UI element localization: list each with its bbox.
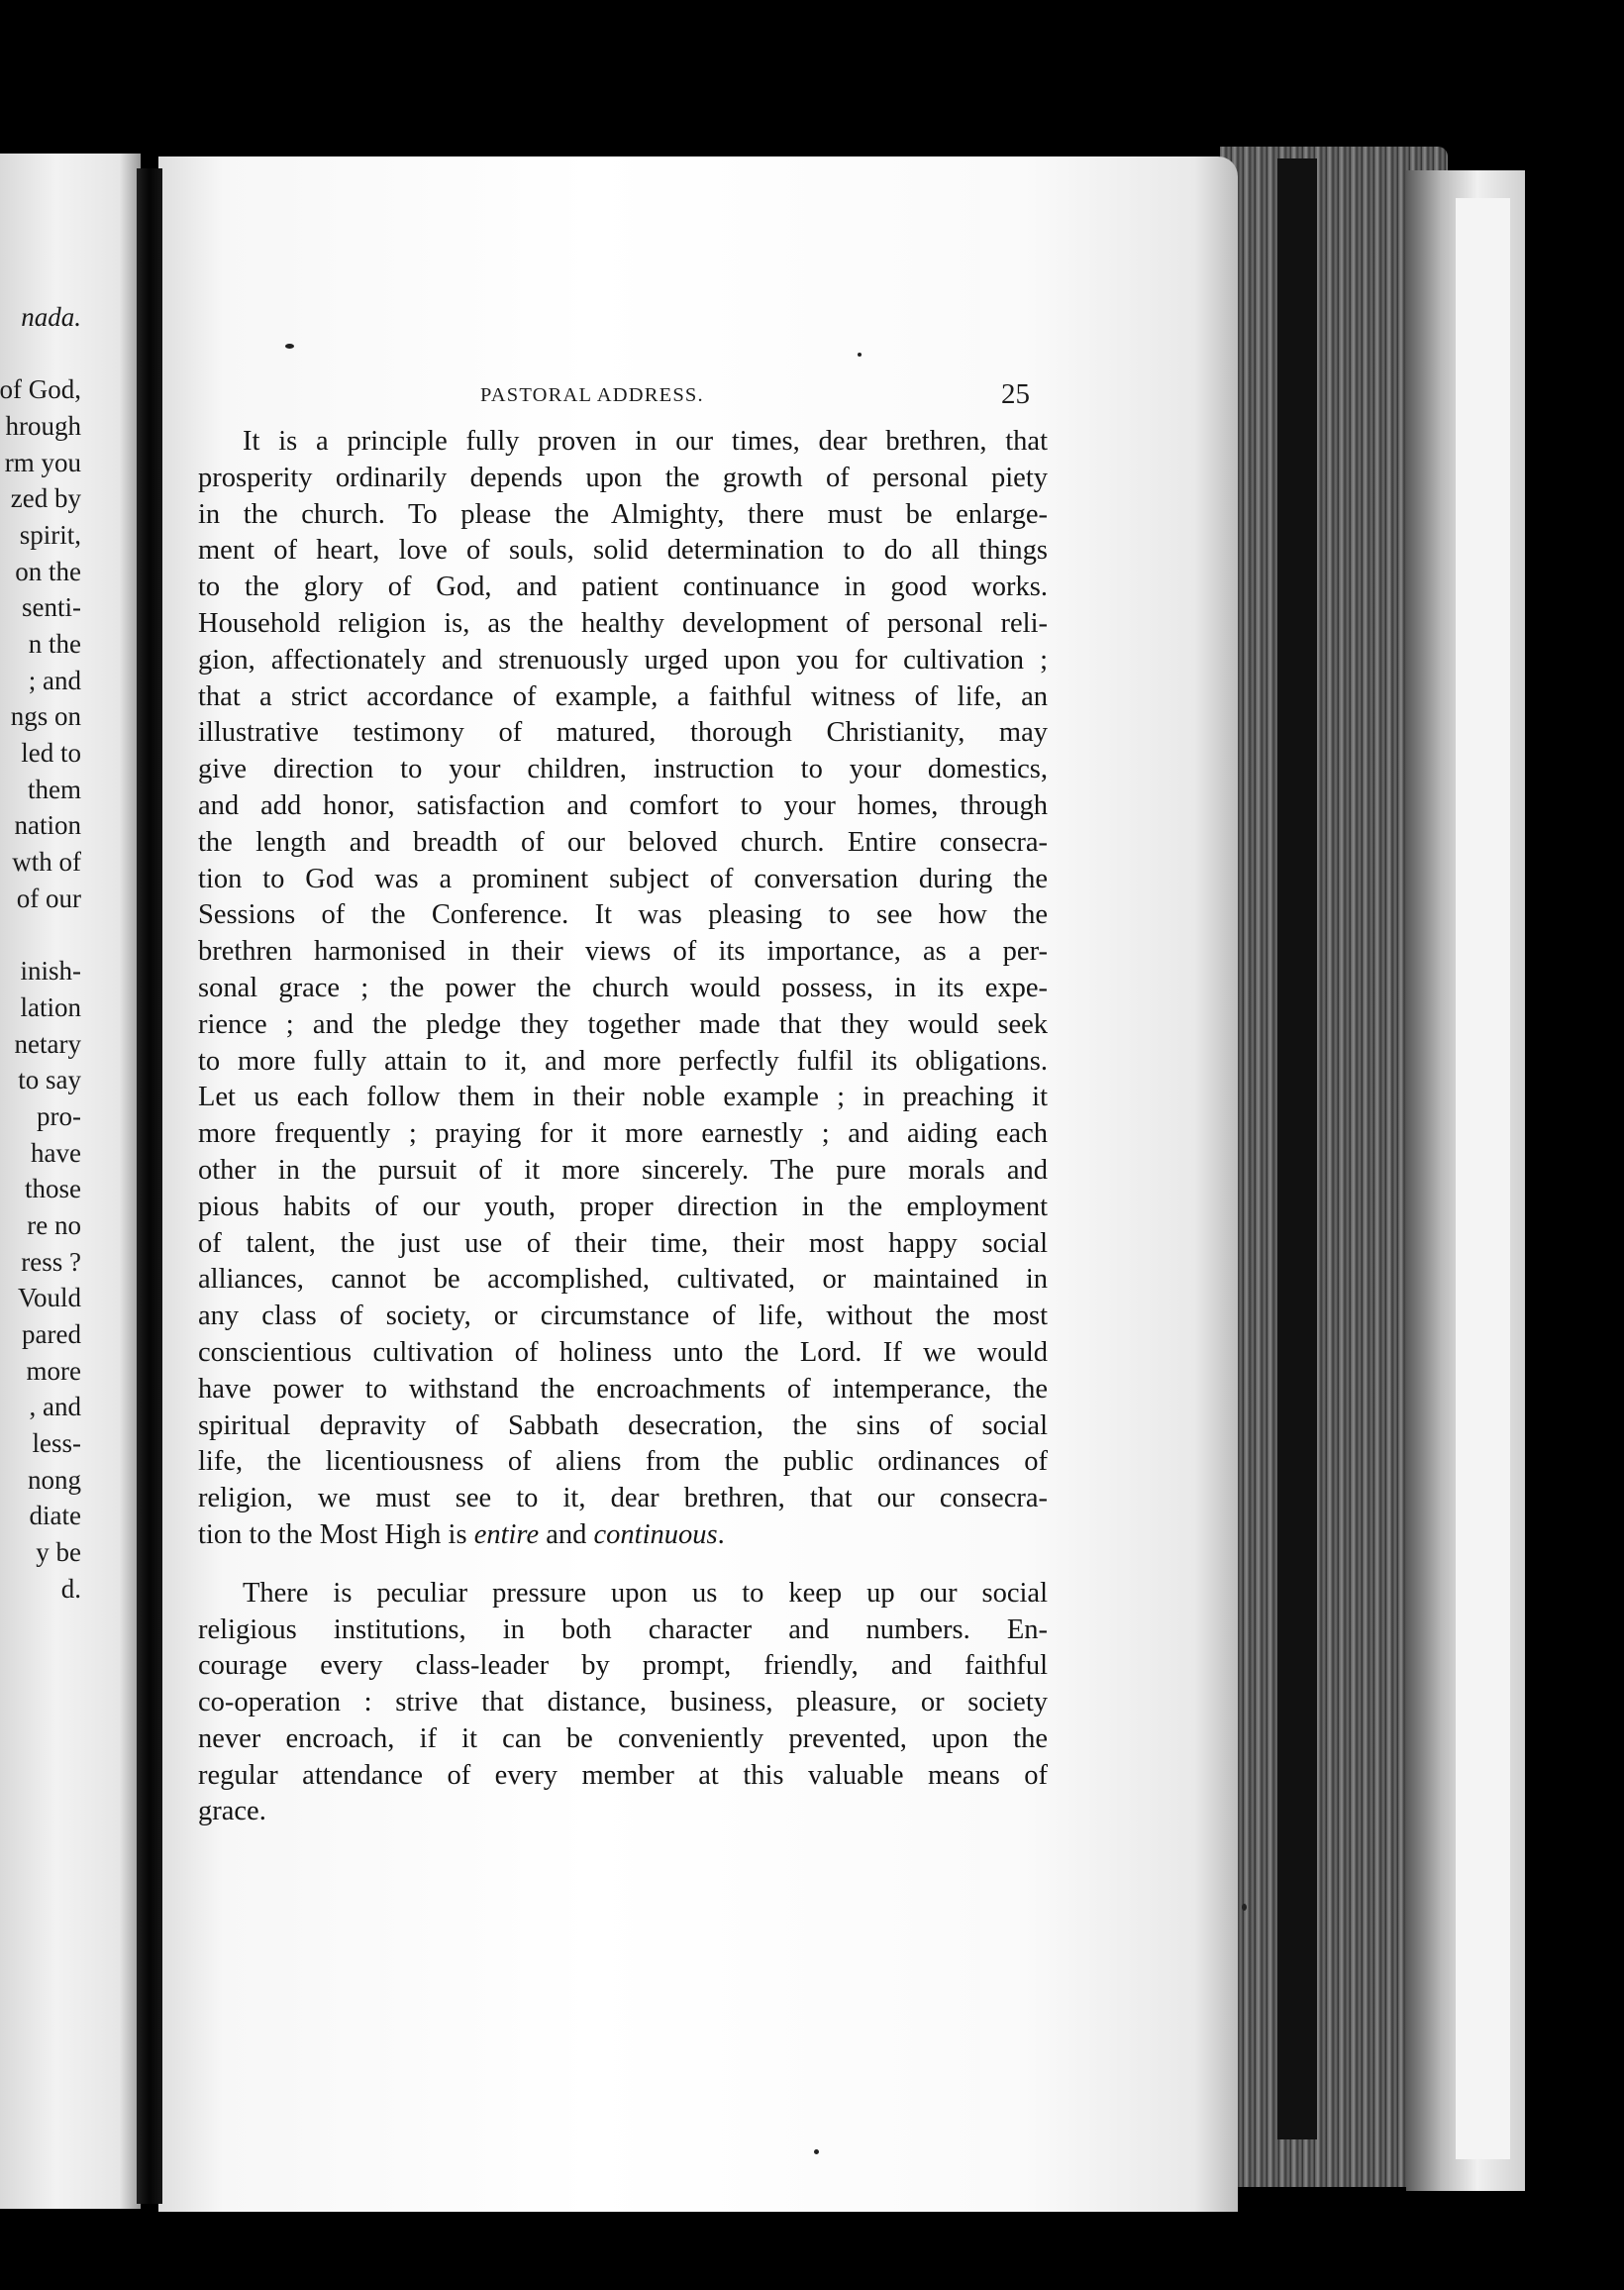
text-line: ment of heart, love of souls, solid determination to do all things xyxy=(198,535,1048,567)
text-line: spiritual depravity of Sabbath desecration, the sins of social xyxy=(198,1409,1048,1441)
text-run: tion to the Most High is xyxy=(198,1518,474,1550)
left-page-line: nong xyxy=(28,1464,81,1495)
left-page-line: nation xyxy=(14,810,81,841)
cover-board xyxy=(1456,198,1510,2159)
paragraph-1 xyxy=(198,424,1048,1554)
page-header xyxy=(198,378,1050,420)
text-line: Let us each follow them in their noble example ; in preaching it xyxy=(198,1082,1048,1113)
text-line: other in the pursuit of it more sincerely. The pure morals and xyxy=(198,1154,1048,1186)
left-page-line: pared xyxy=(22,1319,81,1349)
left-page-line: spirit, xyxy=(19,519,81,550)
text-line: to the glory of God, and patient continuance in good works. xyxy=(198,572,1048,603)
text-line: pious habits of our youth, proper direction in the employment xyxy=(198,1191,1048,1222)
paragraph-2 xyxy=(198,1576,1048,1831)
text-line: There is peculiar pressure upon us to keep up our social xyxy=(243,1577,1048,1609)
left-page-line: more xyxy=(26,1355,81,1386)
text-line: religious institutions, in both character and numbers. En- xyxy=(198,1613,1048,1645)
left-page-line: ; and xyxy=(28,665,81,695)
left-page-line: senti- xyxy=(22,592,81,623)
left-page-line: y be xyxy=(36,1537,81,1568)
left-page-line: to say xyxy=(18,1065,81,1095)
left-page-line: d. xyxy=(60,1573,81,1604)
text-line: conscientious cultivation of holiness unto the Lord. If we would xyxy=(198,1336,1048,1368)
text-line: give direction to your children, instruction to your domestics, xyxy=(198,754,1048,785)
left-page-line xyxy=(0,262,81,299)
left-page-line: nada. xyxy=(21,301,81,332)
left-page-line: diate xyxy=(29,1501,81,1531)
text-line: rience ; and the pledge they together made that they would seek xyxy=(198,1008,1048,1040)
text-line: sonal grace ; the power the church would possess, in its expe- xyxy=(198,972,1048,1003)
left-page-line xyxy=(0,190,81,227)
left-page-line xyxy=(0,335,81,371)
left-facing-page xyxy=(0,154,141,2209)
left-page-line xyxy=(0,916,81,953)
left-page-line: netary xyxy=(14,1028,81,1059)
speck xyxy=(858,353,862,357)
text-line: that a strict accordance of example, a faithful witness of life, an xyxy=(198,680,1048,712)
running-head: PASTORAL ADDRESS. xyxy=(480,384,704,406)
left-page-line: less- xyxy=(32,1428,81,1459)
left-page-line: lation xyxy=(20,991,81,1022)
left-page-line: re no xyxy=(27,1209,81,1240)
text-line: Sessions of the Conference. It was pleasing to see how the xyxy=(198,899,1048,931)
left-page-line: zed by xyxy=(10,483,81,514)
emphasis-continuous: continuous xyxy=(593,1518,718,1550)
text-line: the length and breadth of our beloved church. Entire consecra- xyxy=(198,826,1048,858)
left-page-line: wth of xyxy=(12,847,81,878)
left-page-line: inish- xyxy=(20,956,81,987)
text-line: of talent, the just use of their time, their most happy social xyxy=(198,1227,1048,1259)
left-page-line xyxy=(0,154,81,190)
left-page-line: Vould xyxy=(17,1283,81,1313)
left-page-line: of God, xyxy=(0,374,81,405)
text-line: alliances, cannot be accomplished, cultivated, or maintained in xyxy=(198,1264,1048,1296)
text-line: tion to God was a prominent subject of conversation during the xyxy=(198,863,1048,894)
text-run: . xyxy=(717,1518,725,1550)
text-line: any class of society, or circumstance of life, without the most xyxy=(198,1301,1048,1332)
text-line: brethren harmonised in their views of its importance, as a per- xyxy=(198,936,1048,968)
left-page-line: ress ? xyxy=(21,1246,81,1277)
page-body xyxy=(198,424,1048,1830)
speck xyxy=(285,344,294,349)
text-line: in the church. To please the Almighty, there must be enlarge- xyxy=(198,498,1048,530)
text-line: illustrative testimony of matured, thorough Christianity, may xyxy=(198,717,1048,749)
left-page-line: of our xyxy=(16,883,81,913)
text-line: never encroach, if it can be conveniently prevented, upon the xyxy=(198,1722,1048,1754)
text-line: It is a principle fully proven in our times, dear brethren, that xyxy=(243,426,1048,457)
text-line: courage every class-leader by prompt, friendly, and faithful xyxy=(198,1650,1048,1682)
paragraph-gap xyxy=(198,1554,1048,1576)
left-page-line xyxy=(0,226,81,262)
text-line: co-operation : strive that distance, business, pleasure, or society xyxy=(198,1687,1048,1718)
speck xyxy=(1242,1904,1247,1911)
left-page-line: have xyxy=(31,1137,81,1168)
text-line: prosperity ordinarily depends upon the growth of personal piety xyxy=(198,462,1048,493)
book-gutter xyxy=(137,168,162,2204)
page-number: 25 xyxy=(1001,378,1030,410)
text-line: Household religion is, as the healthy development of personal reli- xyxy=(198,607,1048,639)
left-page-line: on the xyxy=(15,556,81,586)
text-run: and xyxy=(539,1518,594,1550)
text-line: and add honor, satisfaction and comfort to your homes, through xyxy=(198,789,1048,821)
text-line: more frequently ; praying for it more earnestly ; and aiding each xyxy=(198,1118,1048,1150)
left-page-line: , and xyxy=(29,1392,81,1422)
paragraph-2-last-line: grace. xyxy=(198,1796,266,1827)
page-edge-shadow xyxy=(1277,158,1317,2139)
text-line: life, the licentiousness of aliens from the public ordinances of xyxy=(198,1446,1048,1478)
left-page-line: them xyxy=(28,774,81,804)
left-page-line: ngs on xyxy=(10,701,81,732)
left-page-line: led to xyxy=(21,738,81,768)
left-page-text xyxy=(0,154,81,1608)
paragraph-1-last-line xyxy=(198,1517,1048,1554)
text-line: religion, we must see to it, dear brethren, that our consecra- xyxy=(198,1483,1048,1514)
left-page-line: n the xyxy=(28,628,81,659)
text-line: regular attendance of every member at this valuable means of xyxy=(198,1759,1048,1791)
left-page-line: those xyxy=(25,1174,81,1204)
text-line: gion, affectionately and strenuously urged upon you for cultivation ; xyxy=(198,644,1048,676)
text-line: have power to withstand the encroachments of intemperance, the xyxy=(198,1373,1048,1405)
emphasis-entire: entire xyxy=(473,1518,540,1550)
left-page-line: pro- xyxy=(37,1100,81,1131)
speck xyxy=(814,2149,819,2154)
left-page-line: rm you xyxy=(4,447,81,477)
text-line: to more fully attain to it, and more perfectly fulfil its obligations. xyxy=(198,1045,1048,1077)
left-page-line: hrough xyxy=(5,410,81,441)
